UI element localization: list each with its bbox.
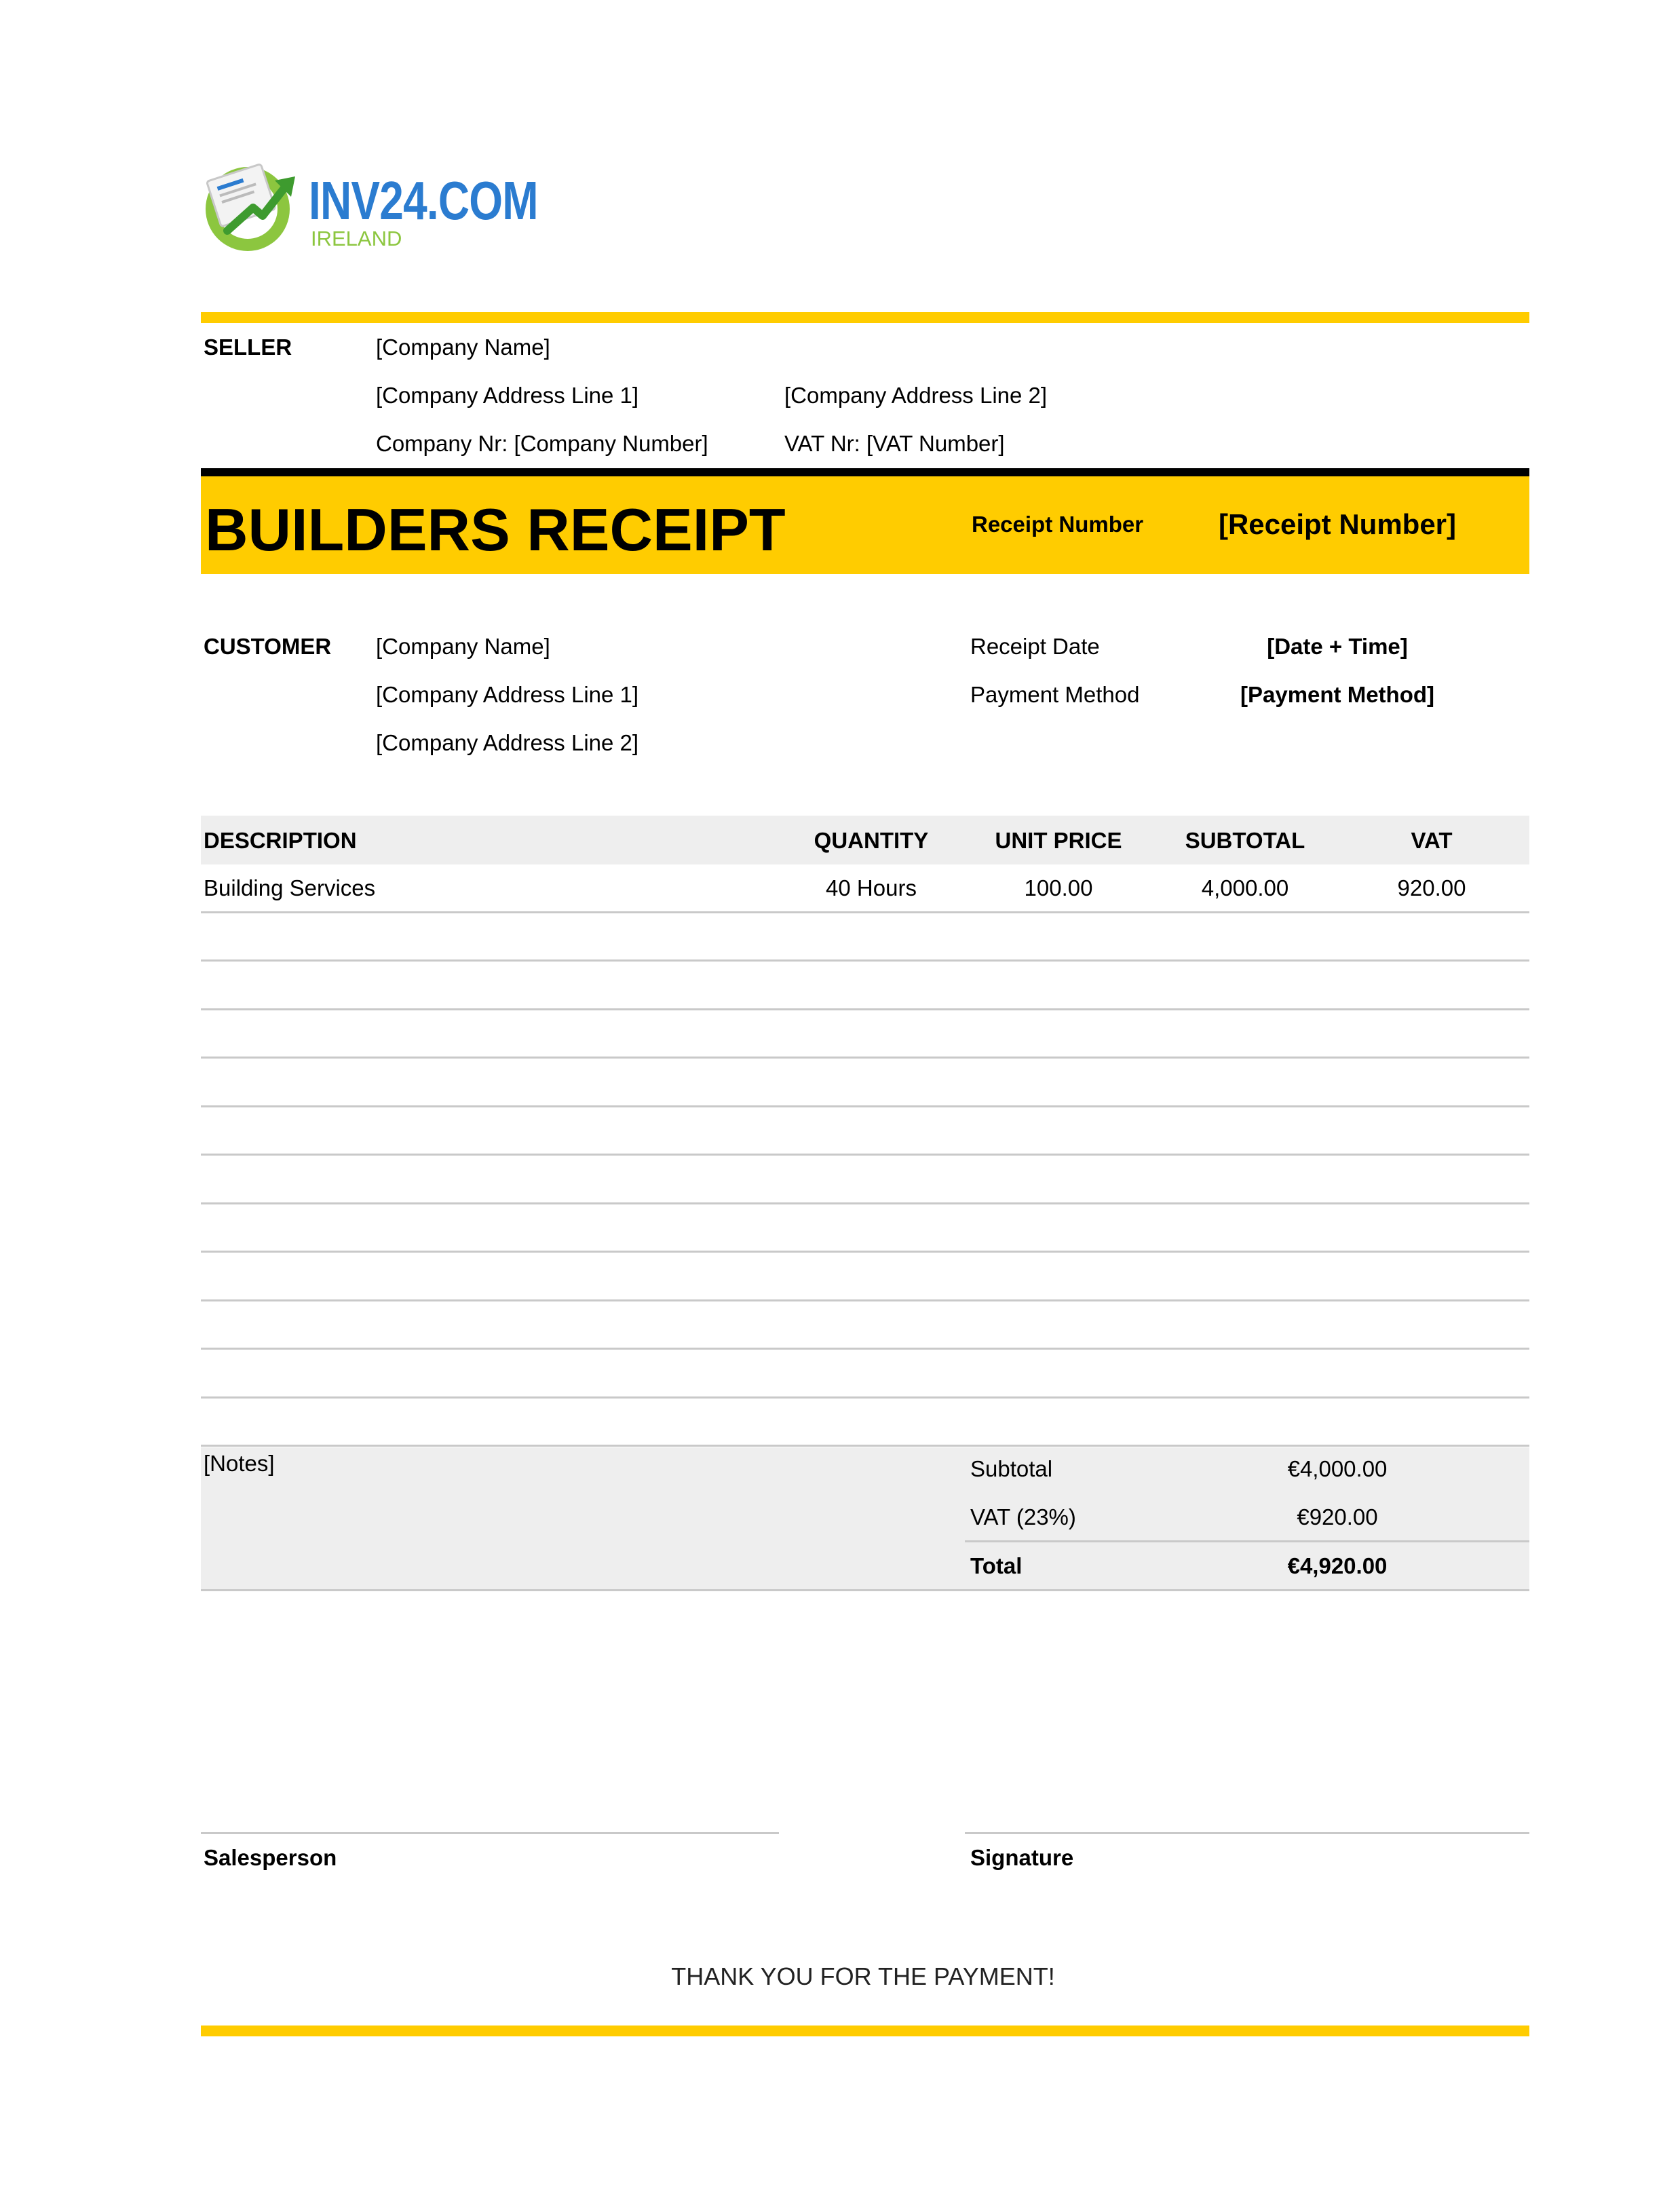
top-accent-bar [201,312,1529,323]
signature-label: Signature [970,1845,1074,1870]
table-row-line [201,1154,1529,1156]
col-header-unit-price: UNIT PRICE [995,828,1122,853]
divider-black [201,468,1529,476]
receipt-date-label: Receipt Date [970,634,1100,659]
salesperson-label: Salesperson [204,1845,337,1870]
table-row-line [201,1008,1529,1010]
row-1-unit-price: 100.00 [1024,875,1093,900]
logo-wordmark: INV24.COM [309,170,538,231]
col-header-quantity: QUANTITY [814,828,929,853]
bottom-accent-bar [201,2026,1529,2036]
vat-total-value: €920.00 [1297,1504,1378,1529]
table-row-line [201,911,1529,913]
receipt-number-value: [Receipt Number] [1218,508,1457,540]
totals-bottom-line [201,1589,1529,1591]
col-header-description: DESCRIPTION [204,828,357,853]
subtotal-value: €4,000.00 [1287,1456,1388,1481]
row-1-subtotal: 4,000.00 [1201,875,1289,900]
seller-company-number: Company Nr: [Company Number] [376,431,708,456]
subtotal-label: Subtotal [970,1456,1053,1481]
logo-subtitle: IRELAND [311,227,402,250]
receipt-date-value: [Date + Time] [1267,634,1408,659]
table-row-line [201,1445,1529,1447]
document-title: BUILDERS RECEIPT [205,496,786,563]
row-1-quantity: 40 Hours [826,875,917,900]
row-1-vat: 920.00 [1397,875,1466,900]
payment-method-label: Payment Method [970,682,1140,707]
seller-company-name: [Company Name] [376,335,550,360]
totals-divider [965,1540,1529,1542]
signature-line [965,1832,1529,1834]
row-1-description: Building Services [204,875,376,900]
table-row-line [201,959,1529,962]
col-header-vat: VAT [1411,828,1453,853]
table-row-line [201,1105,1529,1107]
footer-thank-you: THANK YOU FOR THE PAYMENT! [671,1962,1055,1990]
customer-address-line-2: [Company Address Line 2] [376,730,639,755]
table-row-line [201,1299,1529,1301]
vat-total-label: VAT (23%) [970,1504,1076,1529]
seller-address-line-1: [Company Address Line 1] [376,383,639,408]
table-row-line [201,1348,1529,1350]
table-row-line [201,1057,1529,1059]
customer-address-line-1: [Company Address Line 1] [376,682,639,707]
grand-total-label: Total [970,1553,1023,1578]
col-header-subtotal: SUBTOTAL [1185,828,1305,853]
table-row-line [201,1202,1529,1204]
payment-method-value: [Payment Method] [1240,682,1435,707]
table-row-line [201,1396,1529,1399]
customer-label: CUSTOMER [204,634,332,659]
seller-vat-number: VAT Nr: [VAT Number] [784,431,1005,456]
customer-company-name: [Company Name] [376,634,550,659]
salesperson-signature-line [201,1832,779,1834]
seller-address-line-2: [Company Address Line 2] [784,383,1048,408]
notes-text: [Notes] [204,1451,275,1476]
grand-total-value: €4,920.00 [1287,1553,1388,1578]
table-row-line [201,1251,1529,1253]
seller-label: SELLER [204,335,292,360]
receipt-number-label: Receipt Number [972,512,1144,537]
logo-icon [200,157,302,252]
